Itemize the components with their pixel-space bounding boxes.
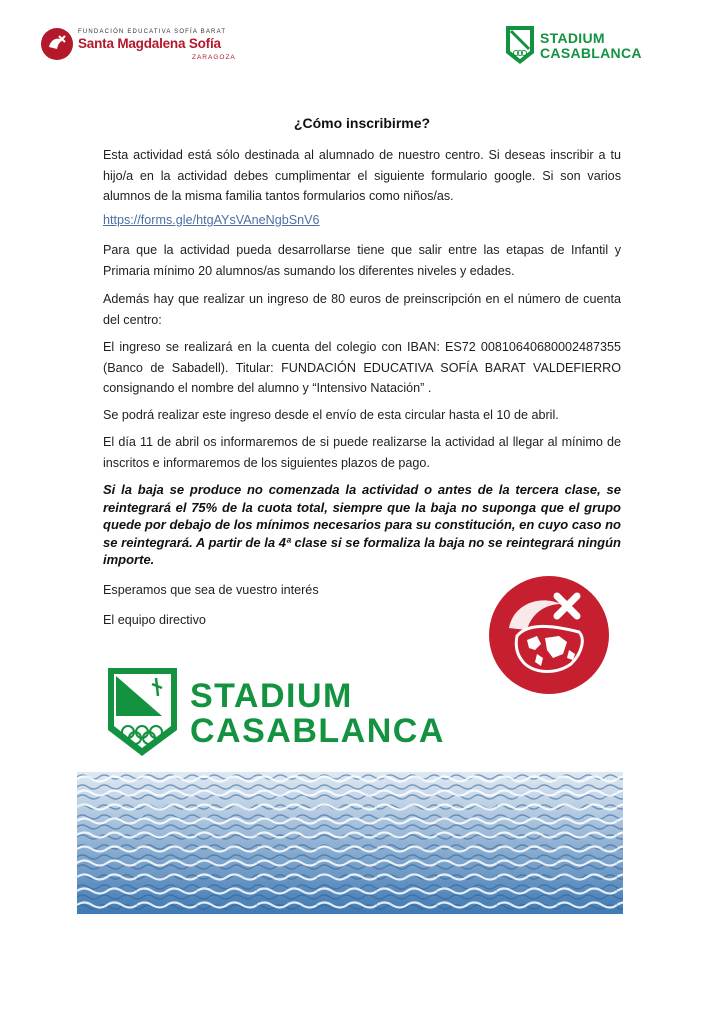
school-logo [40,27,236,63]
club-name-large-line2: CASABLANCA [190,712,445,750]
school-foundation-text: FUNDACIÓN EDUCATIVA SOFÍA BARAT [78,29,227,35]
water-image [77,772,623,914]
club-shield-large-icon [106,666,179,758]
paragraph-signature: El equipo directivo [103,613,206,627]
paragraph-fee: Además hay que realizar un ingreso de 80 euros de preinscripción en el número de cuenta del centro: [103,292,621,327]
school-city: ZARAGOZA [192,54,236,61]
school-name: Santa Magdalena Sofía [78,36,221,51]
paragraph-deadline: Se podrá realizar este ingreso desde el envío de esta circular hasta el 10 de abril. [103,408,559,422]
paragraph-minimum: Para que la actividad pueda desarrollarse tiene que salir entre las etapas de Infantil y Primaria mínimo 20 alumnos/as sumando los diferentes niveles y edades. [103,243,621,278]
form-link-paragraph [103,210,621,231]
club-name-large-line1: STADIUM [190,677,353,715]
club-logo-small [505,25,650,67]
google-form-link[interactable]: https://forms.gle/htgAYsVAneNgbSnV6 [103,213,320,227]
paragraph-closing: Esperamos que sea de vuestro interés [103,583,319,597]
globe-emblem-icon [487,574,611,696]
paragraph-notification: El día 11 de abril os informaremos de si puede realizarse la actividad al llegar al mínimo de inscritos e informaremos de los siguientes plazos de pago. [103,435,621,470]
club-name-line2: CASABLANCA [540,45,642,61]
club-logo-large [106,666,445,758]
paragraph-iban: El ingreso se realizará en la cuenta del colegio con IBAN: ES72 00810640680002487355 (Banco de Sabadell). Titular: FUNDACIÓN EDUCATIVA SOFÍA BARAT VALDEFIERRO consignando el nombre del alumno y “Intensivo Natación” . [103,340,621,395]
page-title: ¿Cómo inscribirme? [293,115,431,131]
paragraph-intro: Esta actividad está sólo destinada al alumnado de nuestro centro. Si deseas inscribir a tu hijo/a en la actividad debes cumplimentar el siguiente formulario google. Si son varios alumnos de la misma familia tantos formularios como niños/as. [103,148,621,203]
club-name-line1: STADIUM [540,30,605,46]
paragraph-cancellation: Si la baja se produce no comenzada la actividad o antes de la tercera clase, se reintegrará el 75% de la cuota total, siempre que la baja no suponga que el grupo quede por debajo de los mínimos necesarios para su constitución, en cuyo caso no se reintegrará. A partir de la 4ª clase si se formaliza la baja no se reintegrará ningún importe. [103,482,621,567]
school-emblem-icon [40,27,74,61]
club-shield-icon [505,25,535,65]
